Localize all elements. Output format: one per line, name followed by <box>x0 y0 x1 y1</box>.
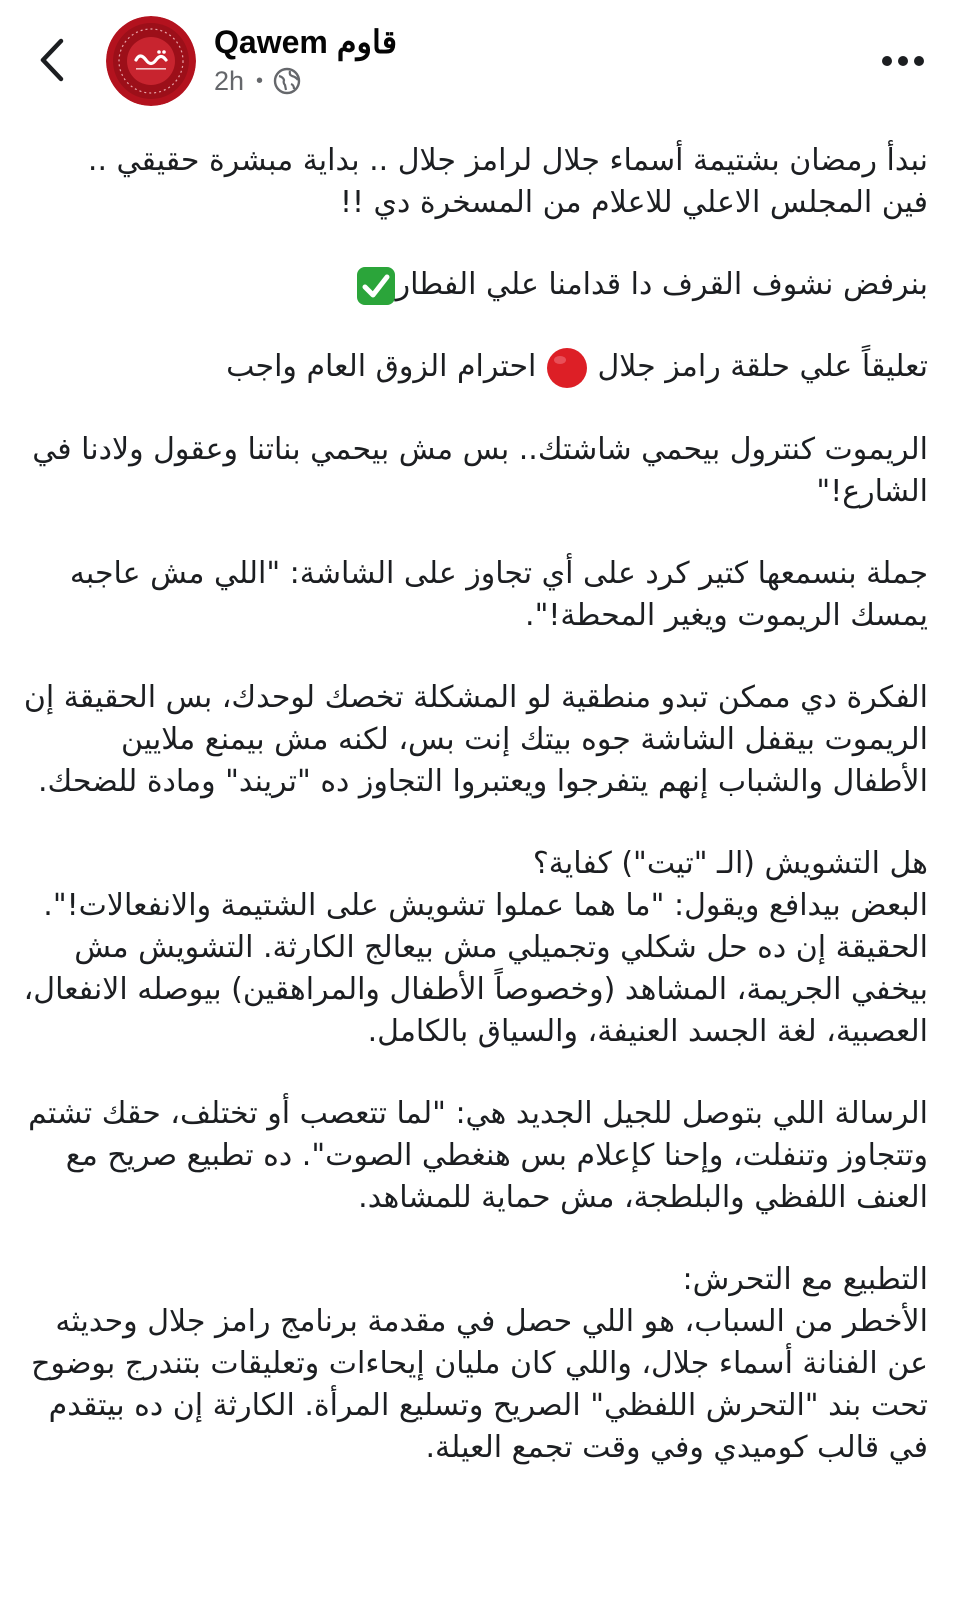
globe-icon <box>273 67 301 95</box>
audience-button[interactable] <box>273 67 301 95</box>
post-text <box>22 140 928 1509</box>
post-header <box>0 0 976 120</box>
check-mark-button-icon <box>356 266 396 306</box>
post-paragraph: التطبيع مع التحرش: الأخطر من السباب، هو اللي حصل في مقدمة برنامج رامز جلال وحديثه عن الفنانة أسماء جلال، واللي كان مليان إيحاءات وتعليقات بتندرج بوضوح تحت بند "التحرش اللفظي" الصريح وتسليع المرأة. الكارثة إن ده بيتقدم في قالب كوميدي وفي وقت تجمع العيلة. <box>31 1261 928 1465</box>
more-horizontal-icon <box>881 55 925 67</box>
post-paragraph <box>22 346 928 389</box>
post-paragraph: نبدأ رمضان بشتيمة أسماء جلال لرامز جلال .. بداية مبشرة حقيقي .. فين المجلس الاعلي للاعلام من المسخرة دي !! <box>87 143 928 220</box>
back-button[interactable] <box>30 34 74 86</box>
post-paragraph: الريموت كنترول بيحمي شاشتك.. بس مش بيحمي بناتنا وعقول ولادنا في الشارع!" <box>32 431 928 509</box>
post-paragraph-text: احترام الزوق العام واجب <box>226 349 537 384</box>
meta-separator: • <box>256 69 264 92</box>
more-options-button[interactable] <box>872 44 934 78</box>
post-paragraph: جملة بنسمعها كتير كرد على أي تجاوز على الشاشة: "اللي مش عاجبه يمسك الريموت ويغير المحطة!". <box>69 555 928 633</box>
red-circle-icon <box>546 347 588 389</box>
post-paragraph: الرسالة اللي بتوصل للجيل الجديد هي: "لما تتعصب أو تختلف، حقك تشتم وتتجاوز وتنفلت، وإحنا كإعلام بس هنغطي الصوت". ده تطبيع صريح مع العنف اللفظي والبلطجة، مش حماية للمشاهد. <box>28 1095 928 1215</box>
post-meta <box>214 64 301 98</box>
post-paragraph: هل التشويش (الـ "تيت") كفاية؟ البعض بيدافع ويقول: "ما هما عملوا تشويش على الشتيمة والانفعالات!". الحقيقة إن ده حل شكلي وتجميلي مش بيعالج الكارثة. التشويش مش بيخفي الجريمة، المشاهد (وخصوصاً الأطفال والمراهقين) بيوصله الانفعال، العصبية، لغة الجسد العنيفة، والسياق بالكامل. <box>23 845 928 1049</box>
page-name[interactable]: Qawem قاوم <box>214 24 398 60</box>
post-time[interactable]: 2h <box>214 65 245 96</box>
post-paragraph-text: تعليقاً علي حلقة رامز جلال <box>597 349 928 384</box>
post-paragraph-text: بنرفض نشوف القرف دا قدامنا علي الفطار <box>395 267 928 302</box>
qawem-logo <box>106 16 196 106</box>
chevron-left-icon <box>37 37 67 83</box>
page-avatar[interactable] <box>106 16 196 106</box>
post-paragraph <box>22 264 928 306</box>
post-paragraph: الفكرة دي ممكن تبدو منطقية لو المشكلة تخصك لوحدك، بس الحقيقة إن الريموت بيقفل الشاشة جوه بيتك إنت بس، لكنه مش بيمنع ملايين الأطفال والشباب إنهم يتفرجوا ويعتبروا التجاوز ده "تريند" ومادة للضحك. <box>23 679 928 799</box>
